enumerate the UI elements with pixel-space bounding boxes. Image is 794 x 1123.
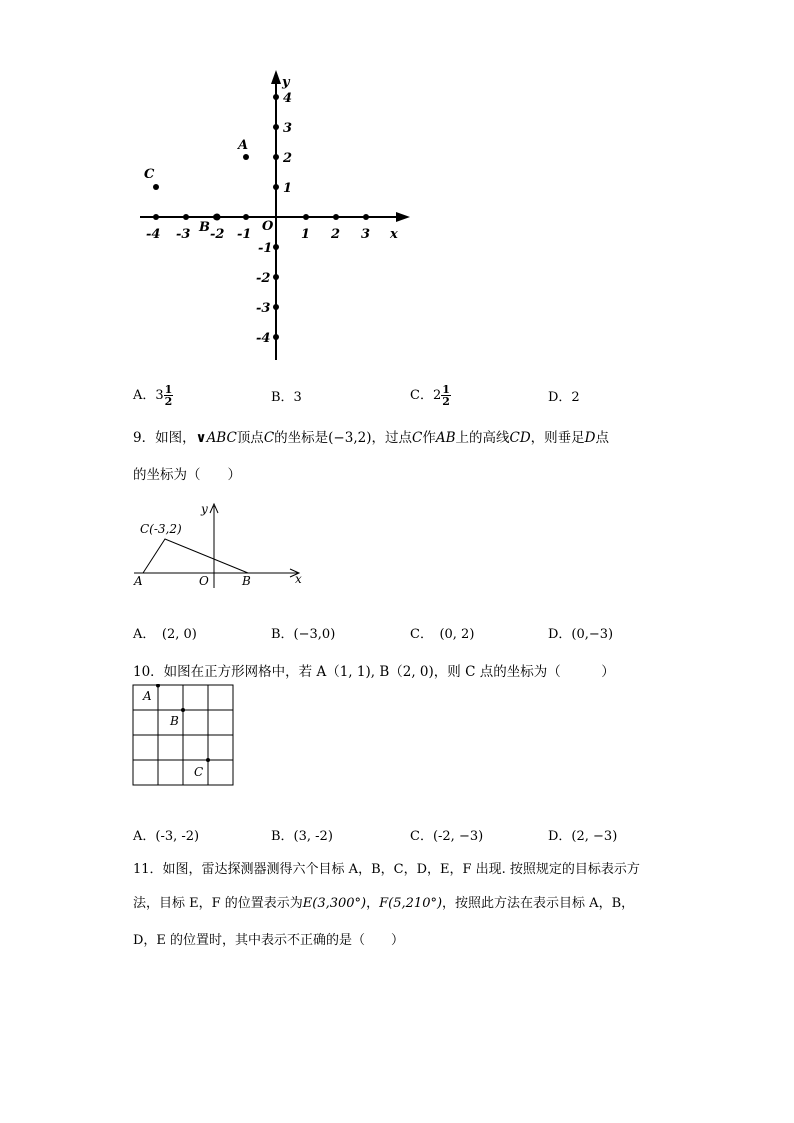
x-tick-label: 3 (361, 227, 371, 242)
fraction-denominator: 2 (164, 395, 173, 408)
point-a-label: A (134, 574, 143, 588)
q8-option-d[interactable]: D．2 (548, 390, 580, 405)
x-tick-label: -4 (146, 227, 161, 242)
y-axis-label: y (282, 75, 290, 90)
q9-text: 的坐标是 (274, 430, 329, 446)
point-b-label: B (199, 220, 210, 235)
q10-question: 10．如图在正方形网格中，若 A（1, 1), B（2, 0)，则 C 点的坐标为（ ） (133, 664, 615, 680)
q11-text: ， (366, 896, 380, 911)
q8-option-c-fraction (441, 384, 451, 407)
triangle-abc (143, 539, 248, 573)
y-tick-label: -1 (258, 241, 273, 256)
x-tick-label: 1 (301, 227, 311, 242)
y-tick-dot (273, 154, 279, 160)
y-tick-dot (273, 334, 279, 340)
q9-text: 点 (595, 430, 609, 446)
y-tick-label: 4 (283, 91, 293, 106)
point-b-label: B (242, 574, 251, 588)
triangle-symbol: ∨ (195, 430, 207, 446)
y-axis-label: y (201, 502, 208, 516)
q9-coord: (−3,2) (328, 430, 372, 446)
y-tick-dot (273, 184, 279, 190)
q10-grid-figure (132, 684, 236, 788)
point-a-label: A (143, 689, 152, 703)
q9-option-d[interactable]: D．(0,−3) (548, 627, 614, 642)
point-c-label: C (144, 167, 155, 182)
q9-var: CD (509, 430, 531, 446)
q11-text: 法，目标 E，F 的位置表示为 (133, 896, 303, 911)
x-tick-label: -3 (176, 227, 191, 242)
x-tick-dot (363, 214, 369, 220)
q9-text: ，则垂足 (530, 430, 585, 446)
coordinate-plane-figure (130, 60, 420, 370)
q9-option-c[interactable]: C． (0, 2) (410, 627, 475, 642)
q11-question-line1: 11．如图，雷达探测器测得六个目标 A，B，C，D，E，F 出现. 按照规定的目标表示方 (133, 862, 640, 877)
q10-option-a[interactable]: A．(-3, -2) (133, 829, 200, 844)
x-tick-dot (243, 214, 249, 220)
q11-e-position: E(3,300°) (302, 896, 367, 911)
y-tick-dot (273, 274, 279, 280)
point-b (181, 708, 185, 712)
point-c-label: C(-3,2) (140, 522, 182, 536)
q9-option-b[interactable]: B．(−3,0) (271, 627, 336, 642)
q9-question-line2: 的坐标为（ ） (133, 467, 241, 483)
y-axis-arrow (271, 70, 281, 84)
y-tick-label: -2 (256, 271, 271, 286)
q11-text: ，按照此方法在表示目标 A，B， (442, 896, 635, 911)
fraction-denominator: 2 (442, 395, 450, 408)
q9-question-line1 (133, 426, 609, 446)
q9-option-a[interactable]: A． (2, 0) (133, 627, 197, 642)
q10-option-b[interactable]: B．(3, -2) (271, 829, 333, 844)
q9-var: D (584, 430, 596, 446)
q8-option-c-prefix: C．2 (410, 388, 442, 403)
x-tick-dot (153, 214, 159, 220)
q10-option-c[interactable]: C．(-2, −3) (410, 829, 484, 844)
point-c (153, 184, 159, 190)
fraction-numerator: 1 (442, 383, 450, 396)
q9-var: AB (435, 430, 456, 446)
x-tick-dot (183, 214, 189, 220)
y-tick-label: -4 (256, 331, 271, 346)
q9-text: 顶点 (236, 430, 264, 446)
x-tick-label: 2 (331, 227, 341, 242)
q9-text: 上的高线 (455, 430, 510, 446)
y-tick-label: 3 (283, 121, 293, 136)
q11-question-line2 (133, 892, 634, 911)
origin-label: O (199, 574, 209, 588)
q8-option-a-fraction (164, 384, 174, 407)
point-a (243, 154, 249, 160)
point-b (214, 214, 221, 221)
q9-triangle-figure (130, 500, 310, 590)
q9-triangle-name: ABC (206, 430, 237, 446)
origin-label: O (262, 219, 274, 234)
y-tick-dot (273, 94, 279, 100)
y-tick-label: 1 (283, 181, 293, 196)
y-tick-dot (273, 304, 279, 310)
point-a (156, 684, 160, 688)
q8-option-a[interactable] (133, 384, 173, 407)
q8-option-b[interactable]: B．3 (271, 390, 302, 405)
q10-option-d[interactable]: D．(2, −3) (548, 829, 618, 844)
q9-text: ，过点 (371, 430, 412, 446)
x-ticks (146, 214, 370, 242)
x-axis-label: x (390, 227, 398, 242)
point-c (206, 758, 210, 762)
y-tick-dot (273, 244, 279, 250)
x-axis-label: x (295, 572, 302, 586)
point-b-label: B (170, 714, 179, 728)
y-tick-label: -3 (256, 301, 271, 316)
q9-text: 9．如图， (133, 430, 196, 446)
y-tick-dot (273, 124, 279, 130)
q8-option-a-prefix: A．3 (133, 388, 164, 403)
y-tick-label: 2 (283, 151, 293, 166)
q9-var: C (263, 430, 275, 446)
point-a-label: A (238, 138, 249, 153)
q8-option-c[interactable] (410, 384, 451, 407)
q9-var: C (411, 430, 423, 446)
q11-question-line3: D，E 的位置时，其中表示不正确的是（ ） (133, 933, 405, 948)
point-c-label: C (194, 765, 204, 779)
x-tick-dot (303, 214, 309, 220)
x-axis-arrow (396, 212, 410, 222)
q11-f-position: F(5,210°) (379, 896, 443, 911)
x-tick-dot (333, 214, 339, 220)
q9-text: 作 (422, 430, 436, 446)
fraction-numerator: 1 (164, 383, 173, 396)
x-tick-label: -1 (237, 227, 252, 242)
x-tick-label: -2 (210, 227, 225, 242)
